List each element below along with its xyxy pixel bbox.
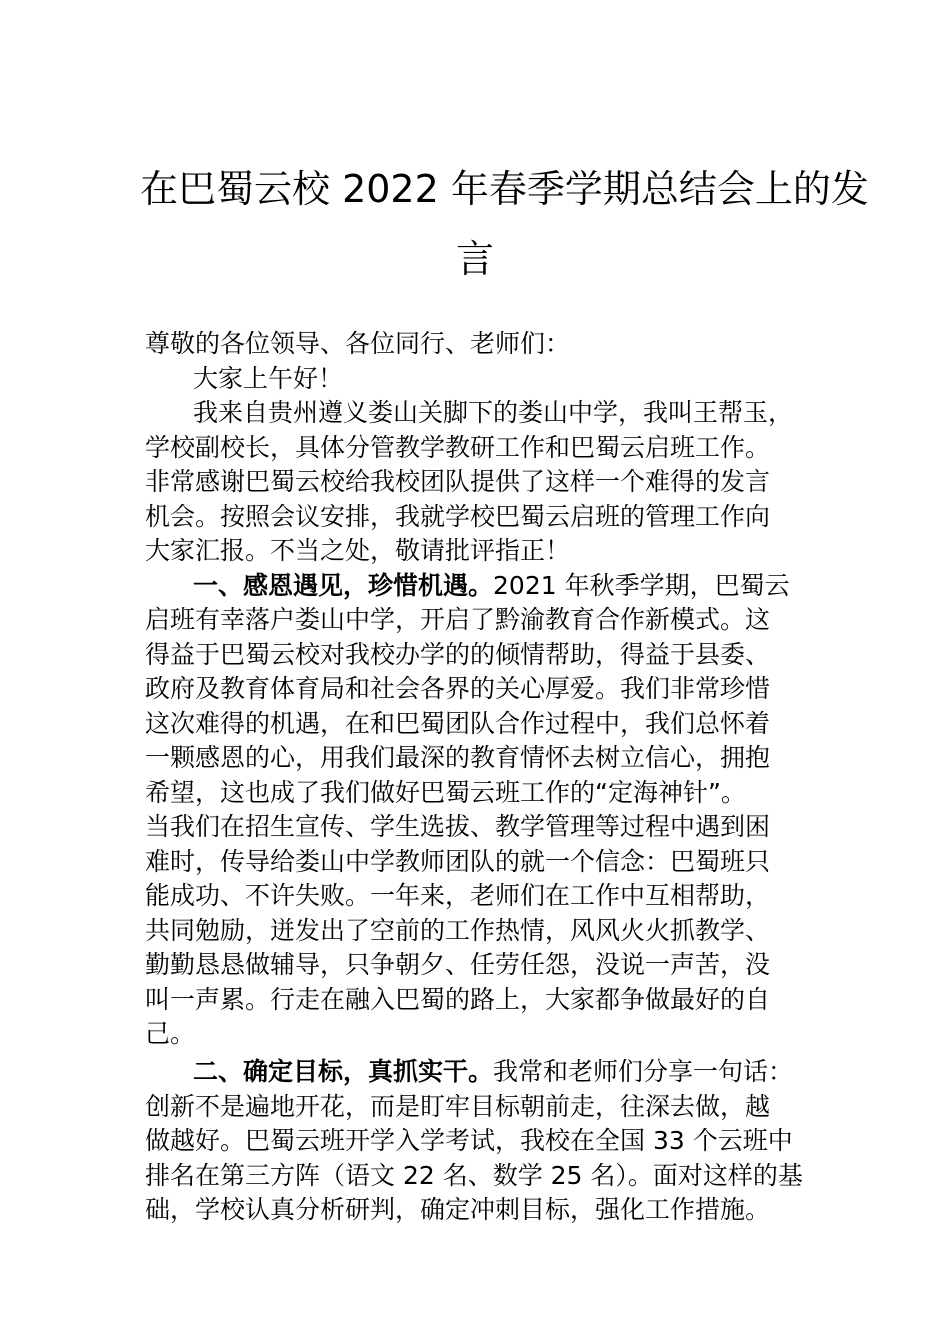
paragraph-1-line: 机会。按照会议安排，我就学校巴蜀云启班的管理工作向 <box>145 502 771 531</box>
paragraph-2-line: 启班有幸落户娄山中学，开启了黔渝教育合作新模式。这 <box>145 605 771 634</box>
paragraph-1-line: 非常感谢巴蜀云校给我校团队提供了这样一个难得的发言 <box>145 467 771 496</box>
paragraph-2-line: 己。 <box>145 1019 196 1048</box>
section-heading-2: 二、确定目标，真抓实干。 <box>193 1057 494 1086</box>
paragraph-2-line: 当我们在招生宣传、学生选拔、教学管理等过程中遇到困 <box>145 812 771 841</box>
paragraph-2-line: 难时，传导给娄山中学教师团队的就一个信念：巴蜀班只 <box>145 847 771 876</box>
paragraph-2-line: 这次难得的机遇，在和巴蜀团队合作过程中，我们总怀着 <box>145 709 771 738</box>
paragraph-2-line: 能成功、不许失败。一年来，老师们在工作中互相帮助， <box>145 881 771 910</box>
paragraph-3-first-line <box>193 1057 793 1087</box>
paragraph-3-line: 创新不是遍地开花，而是盯牢目标朝前走，往深去做，越 <box>145 1092 771 1121</box>
paragraph-2-line: 共同勉励，迸发出了空前的工作热情，风风火火抓教学、 <box>145 916 771 945</box>
paragraph-2-line: 叫一声累。行走在融入巴蜀的路上，大家都争做最好的自 <box>145 985 771 1014</box>
section-heading-1: 一、感恩遇见，珍惜机遇。 <box>193 571 494 600</box>
paragraph-2-line: 得益于巴蜀云校对我校办学的的倾情帮助，得益于县委、 <box>145 640 771 669</box>
paragraph-3-line: 做越好。巴蜀云班开学入学考试，我校在全国 33 个云班中 <box>145 1126 793 1155</box>
paragraph-2-line: 勤勤恳恳做辅导，只争朝夕、任劳任怨，没说一声苦，没 <box>145 950 771 979</box>
paragraph-2-first-line <box>193 571 790 601</box>
paragraph-2-line: 政府及教育体育局和社会各界的关心厚爱。我们非常珍惜 <box>145 674 771 703</box>
document-title-line-2: 言 <box>455 237 494 281</box>
paragraph-2-line: 希望，这也成了我们做好巴蜀云班工作的“定海神针”。 <box>145 778 746 807</box>
paragraph-2-line: 一颗感恩的心，用我们最深的教育情怀去树立信心，拥抱 <box>145 743 771 772</box>
paragraph-3-first-line-rest: 我常和老师们分享一句话： <box>493 1057 794 1086</box>
salutation: 尊敬的各位领导、各位同行、老师们： <box>145 329 571 358</box>
paragraph-3-line: 排名在第三方阵（语文 22 名、数学 25 名）。面对这样的基 <box>145 1161 803 1190</box>
paragraph-2-first-line-rest: 2021 年秋季学期，巴蜀云 <box>493 571 790 600</box>
paragraph-1-line: 学校副校长，具体分管教学教研工作和巴蜀云启班工作。 <box>145 433 771 462</box>
paragraph-1-line: 我来自贵州遵义娄山关脚下的娄山中学，我叫王帮玉， <box>193 398 794 427</box>
document-title-line-1: 在巴蜀云校 2022 年春季学期总结会上的发 <box>140 167 869 211</box>
paragraph-1-line: 大家汇报。不当之处，敬请批评指正！ <box>145 536 571 565</box>
paragraph-3-line: 础，学校认真分析研判，确定冲刺目标，强化工作措施。 <box>145 1195 771 1224</box>
greeting: 大家上午好！ <box>193 364 344 393</box>
